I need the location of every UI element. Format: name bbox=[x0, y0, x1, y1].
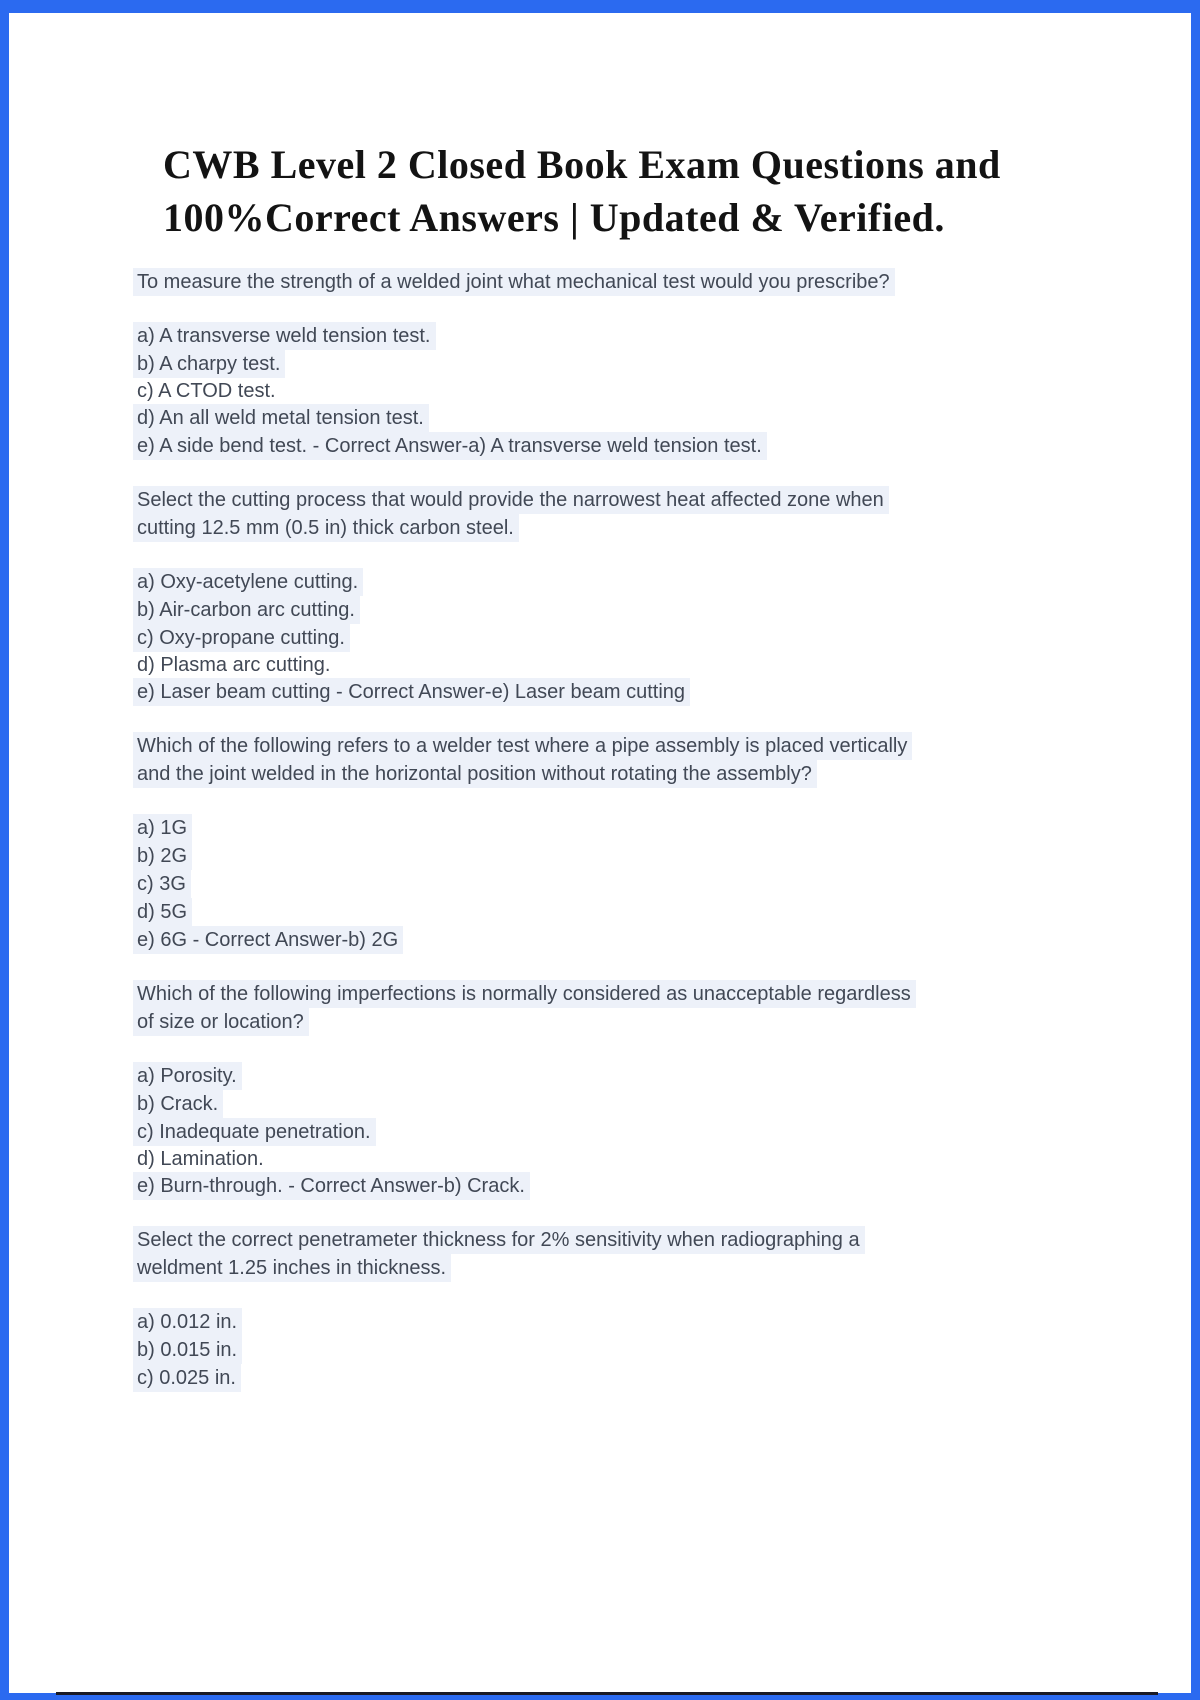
question-line-text: of size or location? bbox=[133, 1008, 309, 1036]
page-title bbox=[163, 138, 1160, 244]
option-line bbox=[137, 1308, 1200, 1336]
option-line bbox=[137, 350, 1200, 378]
page-title-line-1: CWB Level 2 Closed Book Exam Questions and bbox=[163, 142, 1001, 187]
question-line-text: Select the correct penetrameter thickness for 2% sensitivity when radiographing a bbox=[133, 1226, 865, 1254]
question-block bbox=[137, 486, 1200, 542]
option-line bbox=[137, 624, 1200, 652]
option-line bbox=[137, 568, 1200, 596]
option-line-text: c) 0.025 in. bbox=[133, 1364, 241, 1392]
option-line-text: a) 0.012 in. bbox=[133, 1308, 242, 1336]
bottom-rule bbox=[56, 1692, 1158, 1695]
option-line bbox=[137, 432, 1200, 460]
option-line-text: c) 3G bbox=[133, 870, 191, 898]
option-line bbox=[137, 870, 1200, 898]
question-line bbox=[137, 268, 1200, 296]
option-line-text: d) 5G bbox=[133, 898, 192, 926]
question-line-text: Which of the following refers to a welder test where a pipe assembly is placed vertically bbox=[133, 732, 912, 760]
option-line-text: c) A CTOD test. bbox=[137, 380, 276, 402]
option-line bbox=[137, 842, 1200, 870]
page-border-top bbox=[0, 0, 1200, 13]
option-line-text: a) Porosity. bbox=[133, 1062, 242, 1090]
question-line bbox=[137, 980, 1200, 1008]
option-line bbox=[137, 404, 1200, 432]
page-border-right bbox=[1191, 0, 1200, 1700]
option-line-text: c) Inadequate penetration. bbox=[133, 1118, 376, 1146]
question-line-text: cutting 12.5 mm (0.5 in) thick carbon steel. bbox=[133, 514, 519, 542]
option-line bbox=[137, 1118, 1200, 1146]
option-line-text: d) Plasma arc cutting. bbox=[137, 654, 331, 676]
option-line-text: d) Lamination. bbox=[137, 1148, 264, 1170]
question-line bbox=[137, 1008, 1200, 1036]
option-line bbox=[137, 322, 1200, 350]
question-block bbox=[137, 732, 1200, 788]
option-line bbox=[137, 926, 1200, 954]
option-line-text: c) Oxy-propane cutting. bbox=[133, 624, 350, 652]
question-line-text: To measure the strength of a welded joint what mechanical test would you prescribe? bbox=[133, 268, 895, 296]
question-line bbox=[137, 1226, 1200, 1254]
option-line-text: d) An all weld metal tension test. bbox=[133, 404, 429, 432]
question-line bbox=[137, 760, 1200, 788]
option-line-text: b) 2G bbox=[133, 842, 192, 870]
option-line bbox=[137, 1146, 1200, 1172]
question-block bbox=[137, 980, 1200, 1036]
options-block bbox=[137, 1062, 1200, 1200]
option-line-text: b) Crack. bbox=[133, 1090, 223, 1118]
option-line bbox=[137, 1090, 1200, 1118]
option-line bbox=[137, 1336, 1200, 1364]
option-line bbox=[137, 1172, 1200, 1200]
question-line bbox=[137, 486, 1200, 514]
question-line bbox=[137, 732, 1200, 760]
question-block bbox=[137, 268, 1200, 296]
option-line bbox=[137, 814, 1200, 842]
option-line bbox=[137, 596, 1200, 624]
option-line-text: a) 1G bbox=[133, 814, 192, 842]
option-line-text: a) Oxy-acetylene cutting. bbox=[133, 568, 363, 596]
options-block bbox=[137, 814, 1200, 954]
question-block bbox=[137, 1226, 1200, 1282]
page-title-line-2: 100%Correct Answers | Updated & Verified. bbox=[163, 195, 945, 240]
question-line bbox=[137, 514, 1200, 542]
page-border-left bbox=[0, 0, 9, 1700]
option-line-text: b) 0.015 in. bbox=[133, 1336, 242, 1364]
option-line-text: a) A transverse weld tension test. bbox=[133, 322, 436, 350]
options-block bbox=[137, 322, 1200, 460]
option-line-text: e) 6G - Correct Answer-b) 2G bbox=[133, 926, 403, 954]
questions bbox=[137, 268, 1200, 1392]
option-line bbox=[137, 678, 1200, 706]
question-line-text: Select the cutting process that would provide the narrowest heat affected zone when bbox=[133, 486, 889, 514]
options-block bbox=[137, 568, 1200, 706]
question-line-text: Which of the following imperfections is normally considered as unacceptable regardless bbox=[133, 980, 916, 1008]
options-block bbox=[137, 1308, 1200, 1392]
question-line-text: and the joint welded in the horizontal position without rotating the assembly? bbox=[133, 760, 817, 788]
option-line-text: b) Air-carbon arc cutting. bbox=[133, 596, 360, 624]
option-line bbox=[137, 378, 1200, 404]
option-line-text: e) Laser beam cutting - Correct Answer-e) Laser beam cutting bbox=[133, 678, 690, 706]
option-line bbox=[137, 898, 1200, 926]
option-line bbox=[137, 652, 1200, 678]
option-line-text: b) A charpy test. bbox=[133, 350, 285, 378]
option-line bbox=[137, 1364, 1200, 1392]
option-line-text: e) Burn-through. - Correct Answer-b) Crack. bbox=[133, 1172, 530, 1200]
option-line bbox=[137, 1062, 1200, 1090]
question-line-text: weldment 1.25 inches in thickness. bbox=[133, 1254, 451, 1282]
question-line bbox=[137, 1254, 1200, 1282]
option-line-text: e) A side bend test. - Correct Answer-a) A transverse weld tension test. bbox=[133, 432, 767, 460]
